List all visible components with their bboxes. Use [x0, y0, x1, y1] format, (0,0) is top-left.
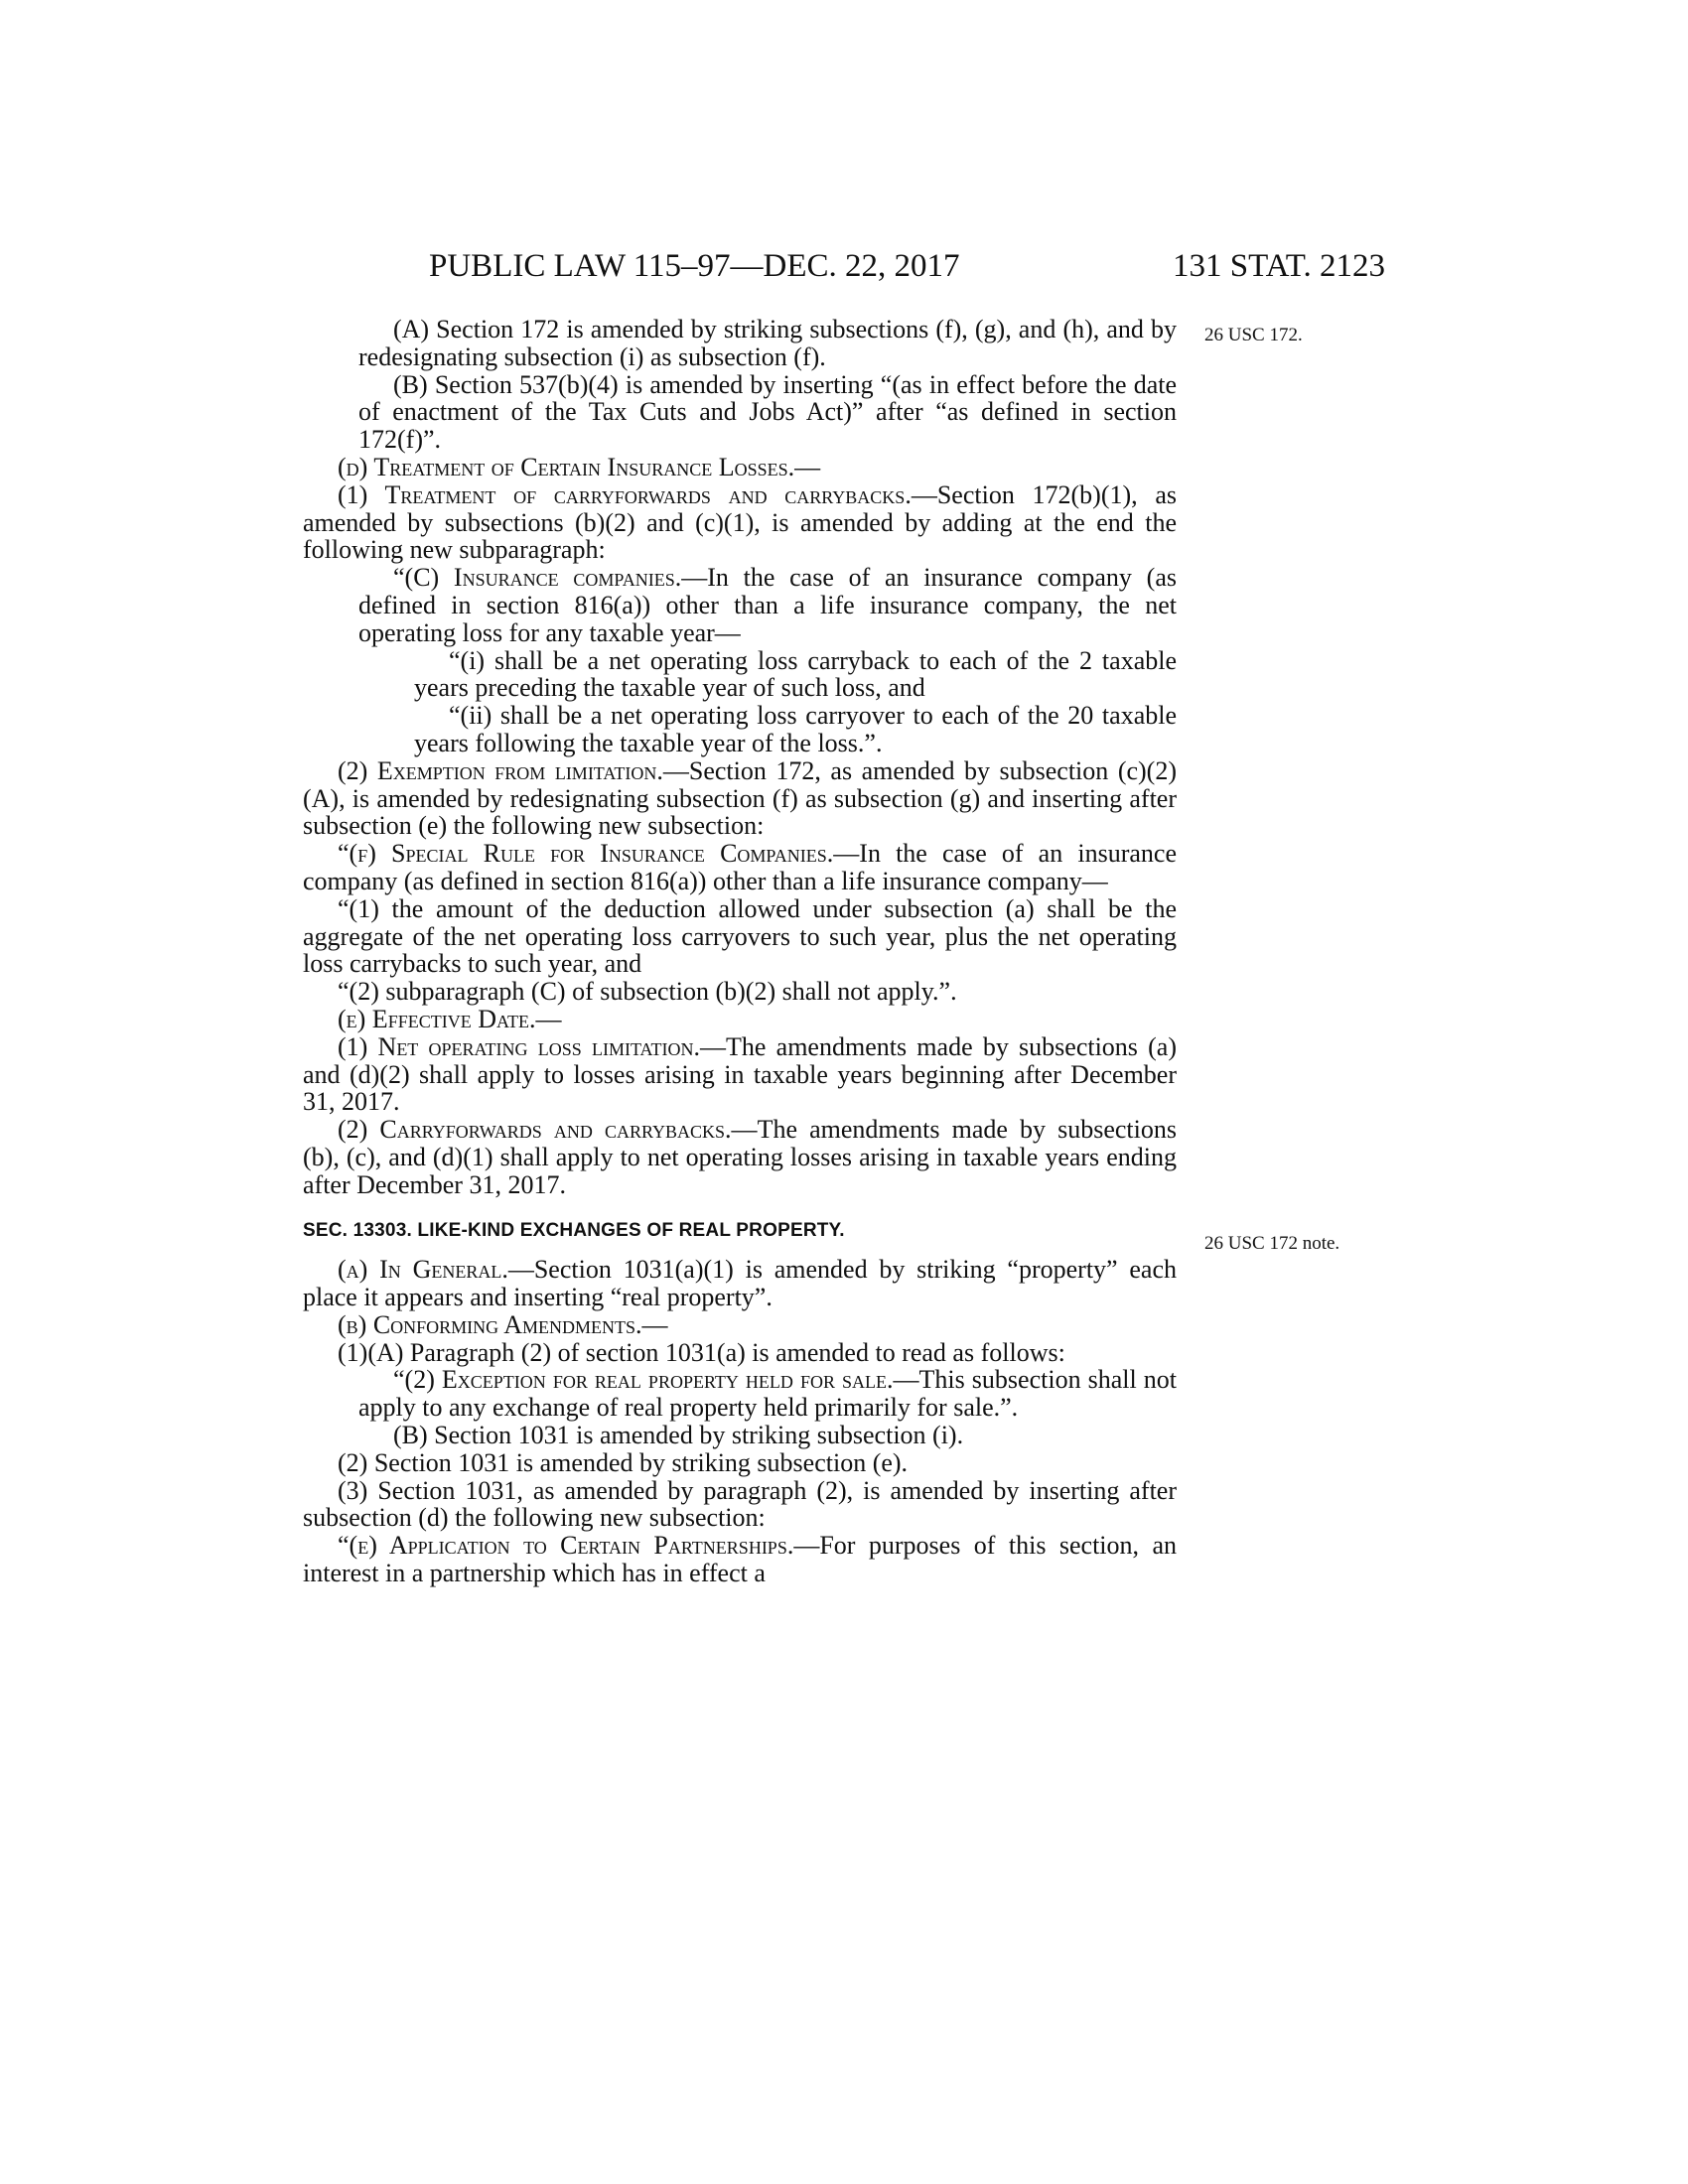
paragraph: (3) Section 1031, as amended by paragraph (2), is amended by inserting after subsection (d) the following new subsection:: [303, 1475, 1177, 1533]
subsection-heading: (e) Effective Date.—: [338, 1004, 562, 1033]
paragraph: (a) In General.—Section 1031(a)(1) is amended by striking “property” each place it appears and inserting “real property”.: [303, 1255, 1177, 1312]
statute-body: [303, 316, 1177, 1587]
page-header: [298, 248, 1385, 288]
paragraph: “(f) Special Rule for Insurance Companies.—In the case of an insurance company (as defined in section 816(a)) other than a life insurance company—: [303, 839, 1177, 895]
subsection-heading: (d) Treatment of Certain Insurance Losses.—: [338, 452, 821, 481]
paragraph: “(C) Insurance companies.—In the case of an insurance company (as defined in section 816(a)) other than a life insurance company, the net operating loss for any taxable year—: [358, 563, 1177, 647]
paragraph: “(e) Application to Certain Partnerships.—For purposes of this section, an interest in a partnership which has in effect a: [303, 1531, 1177, 1588]
paragraph: (B) Section 537(b)(4) is amended by inserting “(as in effect before the date of enactment of the Tax Cuts and Jobs Act)” after “as defined in section 172(f)”.: [358, 369, 1177, 455]
subsection-heading: (b) Conforming Amendments.—: [338, 1309, 668, 1339]
paragraph: (2) Section 1031 is amended by striking subsection (e).: [338, 1447, 909, 1477]
paragraph: “(2) Exception for real property held for sale.—This subsection shall not apply to any exchange of real property held primarily for sale.”.: [358, 1365, 1177, 1423]
paragraph: (2) Carryforwards and carrybacks.—The amendments made by subsections (b), (c), and (d)(1) shall apply to net operating losses arising in taxable years ending after December 31, 2017.: [303, 1115, 1177, 1199]
paragraph: “(ii) shall be a net operating loss carryover to each of the 20 taxable years following the taxable year of the loss.”.: [414, 701, 1177, 757]
statute-page-number: 131 STAT. 2123: [1172, 248, 1385, 284]
margin-note-usc-172: 26 USC 172.: [1204, 325, 1303, 345]
paragraph: (A) Section 172 is amended by striking subsections (f), (g), and (h), and by redesignating subsection (i) as subsection (f).: [358, 315, 1177, 371]
paragraph: (1)(A) Paragraph (2) of section 1031(a) is amended to read as follows:: [338, 1337, 1065, 1367]
paragraph: (2) Exemption from limitation.—Section 172, as amended by subsection (c)(2)(A), is amended by redesignating subsection (f) as subsection (g) and inserting after subsection (e) the following new subsection:: [303, 755, 1177, 841]
margin-note-usc-172-note: 26 USC 172 note.: [1204, 1233, 1340, 1254]
paragraph: “(1) the amount of the deduction allowed under subsection (a) shall be the aggregate of the net operating loss carryovers to such year, plus the net operating loss carrybacks to such year, and: [303, 893, 1177, 979]
paragraph: (1) Treatment of carryforwards and carrybacks.—Section 172(b)(1), as amended by subsections (b)(2) and (c)(1), is amended by adding at the end the following new subparagraph:: [303, 479, 1178, 565]
running-title: PUBLIC LAW 115–97—DEC. 22, 2017: [429, 248, 960, 284]
paragraph: “(i) shall be a net operating loss carryback to each of the 2 taxable years preceding the taxable year of such loss, and: [414, 645, 1177, 703]
paragraph: (B) Section 1031 is amended by striking subsection (i).: [393, 1421, 964, 1450]
paragraph: (1) Net operating loss limitation.—The amendments made by subsections (a) and (d)(2) shall apply to losses arising in taxable years beginning after December 31, 2017.: [303, 1031, 1178, 1117]
paragraph: “(2) subparagraph (C) of subsection (b)(2) shall not apply.”.: [338, 977, 957, 1007]
section-heading: SEC. 13303. LIKE-KIND EXCHANGES OF REAL PROPERTY.: [303, 1219, 845, 1241]
